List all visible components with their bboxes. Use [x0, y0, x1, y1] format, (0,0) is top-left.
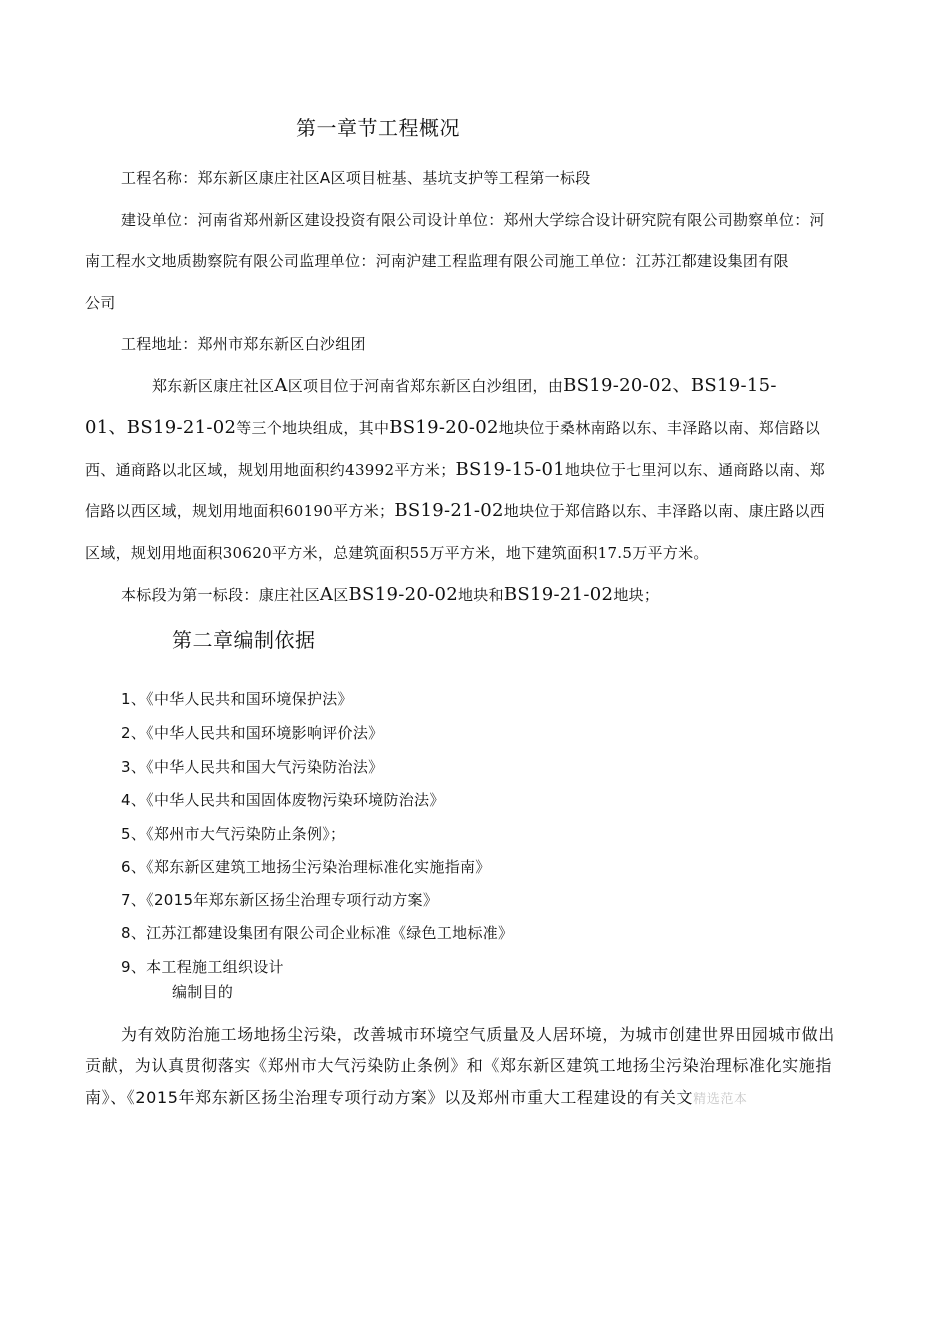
basis-list-item: 7、《2015年郑东新区扬尘治理专项行动方案》	[121, 891, 439, 909]
desc-text: 平方米，总建筑面积	[271, 544, 410, 562]
purpose-line3	[85, 1085, 748, 1108]
description-line5	[85, 543, 709, 563]
desc-text: 55	[409, 544, 430, 562]
desc-text: A	[319, 584, 334, 605]
purpose-line1: 为有效防治施工场地扬尘污染，改善城市环境空气质量及人居环境，为城市创建世界田园城市做出	[121, 1025, 835, 1044]
description-line3	[85, 460, 825, 480]
desc-text: 17.5	[597, 544, 633, 562]
section-line	[121, 585, 659, 605]
desc-text: BS19-20-02、BS19-15-	[563, 375, 777, 396]
desc-text: 万平方米。	[632, 544, 709, 562]
basis-list-item: 2、《中华人民共和国环境影响评价法》	[121, 724, 384, 742]
desc-text: 信路以西区域，规划用地面积	[85, 502, 284, 520]
purpose-line2: 贡献，为认真贯彻落实《郑州市大气污染防止条例》和《郑东新区建筑工地扬尘污染治理标准化实施指	[85, 1056, 833, 1075]
desc-text: 43992	[345, 461, 395, 479]
chapter1-title: 第一章节工程概况	[296, 116, 460, 140]
basis-list-item: 5、《郑州市大气污染防止条例》；	[121, 825, 346, 843]
description-line2	[85, 418, 820, 438]
project-units-line1: 建设单位：河南省郑州新区建设投资有限公司设计单位：郑州大学综合设计研究院有限公司勘察单位：河	[121, 211, 825, 229]
desc-text: 西、通商路以北区域，规划用地面积约	[85, 461, 346, 479]
purpose-subheading: 编制目的	[172, 983, 234, 1001]
project-address-line: 工程地址：郑州市郑东新区白沙组团	[121, 335, 366, 353]
project-units-line3: 公司	[85, 294, 116, 312]
basis-list-item: 6、《郑东新区建筑工地扬尘污染治理标准化实施指南》	[121, 858, 491, 876]
desc-text: A	[274, 375, 288, 396]
desc-text: 地块位于七里河以东、通商路以南、郑	[564, 461, 826, 479]
desc-text: BS19-21-02	[503, 584, 614, 605]
desc-text: 平方米；	[394, 461, 456, 479]
project-units-line2: 南工程水文地质勘察院有限公司监理单位：河南沪建工程监理有限公司施工单位：江苏江都建设集团有限	[85, 252, 789, 270]
chapter2-title: 第二章编制依据	[172, 628, 316, 652]
desc-text: BS19-15-01	[455, 459, 565, 480]
desc-text: 地块位于桑林南路以东、丰泽路以南、郑信路以	[498, 419, 821, 437]
desc-text: BS19-20-02	[389, 417, 499, 438]
desc-text: 郑东新区康庄社区	[152, 377, 275, 395]
description-line1	[152, 376, 777, 396]
desc-text: 区项目位于河南省郑东新区白沙组团，由	[287, 377, 564, 395]
desc-text: 地块位于郑信路以东、丰泽路以南、康庄路以西	[503, 502, 826, 520]
purpose-text: 南》、《2015年郑东新区扬尘治理专项行动方案》以及郑州市重大工程建设的有关文	[85, 1088, 694, 1107]
desc-text: BS19-20-02	[348, 584, 458, 605]
basis-list-item: 8、江苏江都建设集团有限公司企业标准《绿色工地标准》	[121, 924, 514, 942]
description-line4	[85, 501, 825, 521]
desc-text: 区	[333, 586, 349, 604]
desc-text: 万平方米，地下建筑面积	[429, 544, 598, 562]
desc-text: 地块和	[457, 586, 504, 604]
desc-text: 等三个地块组成，其中	[236, 419, 390, 437]
desc-text: 01、BS19-21-02	[85, 417, 237, 438]
desc-text: 本标段为第一标段：康庄社区	[121, 586, 320, 604]
basis-list-item: 4、《中华人民共和国固体废物污染环境防治法》	[121, 791, 445, 809]
desc-text: BS19-21-02	[394, 500, 504, 521]
desc-text: 地块；	[613, 586, 660, 604]
watermark-text: 精选范本	[693, 1092, 748, 1107]
desc-text: 区域，规划用地面积	[85, 544, 223, 562]
desc-text: 30620	[222, 544, 272, 562]
desc-text: 平方米；	[333, 502, 395, 520]
desc-text: 60190	[283, 502, 334, 520]
basis-list-item: 3、《中华人民共和国大气污染防治法》	[121, 758, 384, 776]
basis-list-item: 1、《中华人民共和国环境保护法》	[121, 690, 353, 708]
project-name-line: 工程名称：郑东新区康庄社区A区项目桩基、基坑支护等工程第一标段	[121, 169, 591, 187]
basis-list-item: 9、本工程施工组织设计	[121, 958, 284, 976]
